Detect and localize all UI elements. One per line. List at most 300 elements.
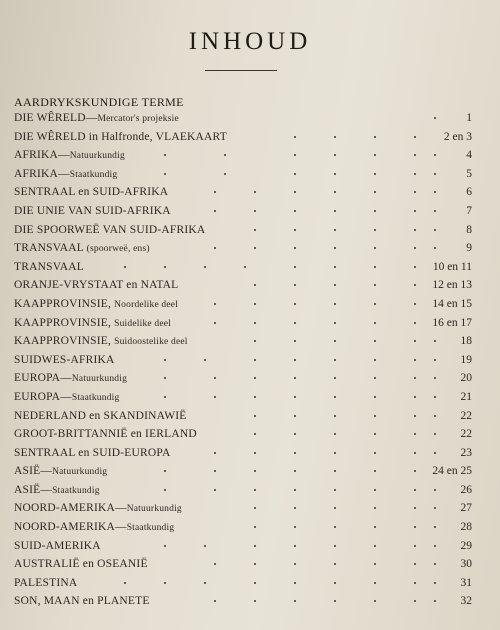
page-number: 12 en 13: [432, 279, 472, 292]
table-of-contents: [14, 109, 484, 611]
entry-title: [14, 444, 170, 463]
leader-dot: [294, 247, 296, 249]
leader-dot: [374, 433, 376, 435]
entry-main-text: GROOT-BRITTANNIË en IERLAND: [14, 428, 197, 441]
leader-dot: [414, 340, 416, 342]
leader-dot: [254, 489, 256, 491]
leader-dot: [374, 173, 376, 175]
entry-title: [14, 109, 179, 129]
leader-dot: [254, 359, 256, 361]
entry-main-text: EUROPA—: [14, 390, 72, 403]
entry-main-text: DIE SPOORWEË VAN SUID-AFRIKA: [14, 223, 206, 236]
leader-dot: [214, 247, 216, 249]
page-number: 32: [460, 595, 472, 608]
leader-dot: [294, 191, 296, 193]
leader-dot: [164, 489, 166, 491]
leader-dot: [434, 377, 436, 379]
leader-dot: [414, 433, 416, 435]
leader-dot: [414, 545, 416, 547]
leader-dot: [434, 582, 436, 584]
entry-subtitle: Staatkundig: [126, 523, 175, 534]
leader-dot: [124, 582, 126, 584]
entry-title: [14, 462, 107, 482]
leader-dot: [414, 396, 416, 398]
leader-dot: [434, 191, 436, 193]
leader-dot: [434, 173, 436, 175]
title-rule: [205, 70, 277, 71]
leader-dot: [374, 415, 376, 417]
leader-dot: [434, 563, 436, 565]
leader-dot: [374, 452, 376, 454]
entry-title: [14, 555, 148, 574]
leader-dot: [374, 191, 376, 193]
leader-dot: [434, 359, 436, 361]
leader-dot: [414, 303, 416, 305]
leader-dot: [294, 433, 296, 435]
leader-dot: [334, 210, 336, 212]
toc-entry: [14, 481, 484, 500]
leader-dot: [334, 507, 336, 509]
leader-dot: [214, 452, 216, 454]
page-number: 23: [460, 446, 472, 459]
page-number: 16 en 17: [432, 316, 472, 329]
toc-entry: [14, 128, 484, 147]
leader-dot: [334, 563, 336, 565]
entry-main-text: TRANSVAAL: [14, 260, 84, 273]
page-number: 9: [466, 242, 472, 255]
toc-entry: [14, 388, 484, 407]
leader-dot: [294, 229, 296, 231]
entry-main-text: AFRIKA—: [14, 149, 70, 162]
leader-dot: [414, 266, 416, 268]
leader-dot: [254, 526, 256, 528]
leader-dot: [434, 210, 436, 212]
entry-subtitle: Suidoostelike deel: [114, 337, 188, 348]
leader-dot: [334, 229, 336, 231]
leader-dot: [414, 489, 416, 491]
entry-main-text: KAAPPROVINSIE,: [14, 316, 115, 329]
leader-dot: [434, 507, 436, 509]
leader-dot: [294, 266, 296, 268]
leader-dot: [334, 396, 336, 398]
toc-entry: [14, 592, 484, 611]
entry-subtitle: Natuurkundig: [69, 151, 125, 162]
entry-main-text: NOORD-AMERIKA—: [14, 521, 127, 534]
leader-dot: [414, 359, 416, 361]
leader-dot: [294, 396, 296, 398]
leader-dot: [224, 154, 226, 156]
leader-dot: [164, 173, 166, 175]
leader-dot: [214, 322, 216, 324]
leader-dot: [374, 340, 376, 342]
page-number: 20: [460, 372, 472, 385]
entry-main-text: ASIË—: [14, 483, 53, 496]
leader-dot: [254, 545, 256, 547]
leader-dot: [294, 322, 296, 324]
leader-dot: [244, 266, 246, 268]
leader-dot: [294, 136, 296, 138]
entry-title: [14, 183, 168, 202]
leader-dot: [294, 600, 296, 602]
leader-dot: [334, 526, 336, 528]
page-number: 6: [466, 186, 472, 199]
leader-dot: [334, 173, 336, 175]
toc-entry: [14, 499, 484, 518]
entry-main-text: SENTRAAL en SUID-EUROPA: [14, 446, 171, 459]
leader-dot: [254, 210, 256, 212]
leader-dot: [374, 247, 376, 249]
toc-entry: [14, 537, 484, 556]
leader-dot: [294, 359, 296, 361]
entry-main-text: NEDERLAND en SKANDINAWIË: [14, 409, 187, 422]
entry-title: [14, 332, 188, 352]
leader-dot: [294, 582, 296, 584]
leader-dot: [374, 359, 376, 361]
leader-dot: [414, 600, 416, 602]
entry-main-text: EUROPA—: [14, 372, 72, 385]
leader-dot: [294, 563, 296, 565]
leader-dot: [434, 526, 436, 528]
leader-dot: [254, 247, 256, 249]
entry-main-text: KAAPPROVINSIE,: [14, 297, 115, 310]
leader-dot: [334, 191, 336, 193]
leader-dot: [294, 507, 296, 509]
page-number: 14 en 15: [432, 297, 472, 310]
leader-dot: [414, 154, 416, 156]
leader-dot: [334, 600, 336, 602]
leader-dot: [374, 154, 376, 156]
leader-dot: [374, 229, 376, 231]
leader-dot: [334, 303, 336, 305]
entry-main-text: ASIË—: [14, 465, 53, 478]
leader-dot: [414, 191, 416, 193]
toc-entry: [14, 221, 484, 240]
toc-entry: [14, 165, 484, 184]
leader-dot: [294, 210, 296, 212]
entry-main-text: TRANSVAAL: [14, 242, 87, 255]
leader-dot: [374, 600, 376, 602]
entry-title: [14, 592, 150, 611]
entry-main-text: KAAPPROVINSIE,: [14, 335, 115, 348]
entry-title: [14, 537, 101, 556]
leader-dot: [294, 340, 296, 342]
leader-dot: [414, 452, 416, 454]
entry-main-text: SENTRAAL en SUID-AFRIKA: [14, 186, 169, 199]
entry-main-text: AUSTRALIË en OSEANIË: [14, 558, 148, 571]
entry-subtitle: Staatkundig: [71, 392, 120, 403]
entry-main-text: DIE WÊRELD in Halfronde, VLAEKAART: [14, 130, 227, 143]
leader-dot: [414, 507, 416, 509]
leader-dot: [414, 322, 416, 324]
leader-dot: [374, 545, 376, 547]
entry-title: [14, 407, 187, 426]
leader-dot: [414, 210, 416, 212]
leader-dot: [294, 470, 296, 472]
leader-dot: [374, 470, 376, 472]
toc-entry: [14, 146, 484, 165]
leader-dot: [254, 191, 256, 193]
leader-dot: [434, 489, 436, 491]
toc-entry: [14, 183, 484, 202]
leader-dot: [294, 526, 296, 528]
leader-dot: [164, 396, 166, 398]
entry-subtitle: Staatkundig: [52, 485, 100, 496]
leader-dot: [434, 396, 436, 398]
leader-dot: [434, 247, 436, 249]
leader-dot: [294, 173, 296, 175]
entry-main-text: ORANJE-VRYSTAAT en NATAL: [14, 279, 179, 292]
leader-dot: [204, 266, 206, 268]
leader-dot: [254, 322, 256, 324]
toc-entry: [14, 518, 484, 537]
leader-dot: [434, 452, 436, 454]
entry-main-text: SON, MAAN en PLANETE: [14, 595, 150, 608]
leader-dot: [434, 415, 436, 417]
leader-dot: [294, 154, 296, 156]
leader-dot: [254, 396, 256, 398]
entry-subtitle: Mercator's projeksie: [97, 114, 179, 124]
entry-title: [14, 128, 227, 147]
leader-dot: [374, 303, 376, 305]
leader-dot: [164, 359, 166, 361]
toc-entry: [14, 351, 484, 370]
leader-dot: [374, 322, 376, 324]
leader-dot: [414, 173, 416, 175]
entry-main-text: DIE UNIE VAN SUID-AFRIKA: [14, 204, 171, 217]
leader-dot: [434, 545, 436, 547]
leader-dot: [414, 526, 416, 528]
leader-dot: [294, 284, 296, 286]
leader-dot: [164, 545, 166, 547]
leader-dot: [374, 582, 376, 584]
page-number: 22: [460, 428, 472, 441]
leader-dot: [414, 470, 416, 472]
entry-title: [14, 221, 205, 240]
page-number: 21: [460, 390, 472, 403]
toc-entry: [14, 258, 484, 277]
leader-dot: [254, 470, 256, 472]
page-number: 18: [460, 335, 472, 348]
leader-dot: [164, 582, 166, 584]
leader-dot: [164, 470, 166, 472]
leader-dot: [254, 582, 256, 584]
leader-dot: [374, 266, 376, 268]
entry-title: [14, 239, 150, 259]
leader-dot: [434, 340, 436, 342]
page-number: 8: [466, 223, 472, 236]
section-heading: AARDRYKSKUNDIGE TERME: [14, 95, 184, 109]
entry-title: [14, 146, 125, 166]
leader-dot: [374, 136, 376, 138]
entry-subtitle: (spoorweë, ens): [86, 244, 150, 255]
toc-entry: [14, 369, 484, 388]
page-number: 19: [460, 353, 472, 366]
leader-dot: [334, 582, 336, 584]
leader-dot: [254, 229, 256, 231]
entry-main-text: SUID-AMERIKA: [14, 539, 101, 552]
leader-dot: [294, 377, 296, 379]
leader-dot: [164, 377, 166, 379]
leader-dot: [334, 415, 336, 417]
leader-dot: [254, 563, 256, 565]
leader-dot: [294, 303, 296, 305]
toc-entry: [14, 332, 484, 351]
toc-entry: [14, 202, 484, 221]
leader-dot: [334, 136, 336, 138]
leader-dot: [254, 303, 256, 305]
leader-dot: [374, 563, 376, 565]
toc-entry: [14, 407, 484, 426]
toc-entry: [14, 555, 484, 574]
toc-entry: [14, 109, 484, 128]
entry-title: [14, 165, 117, 185]
leader-dot: [214, 303, 216, 305]
leader-dot: [164, 266, 166, 268]
entry-main-text: NOORD-AMERIKA—: [14, 502, 127, 515]
leader-dot: [414, 377, 416, 379]
leader-dot: [254, 284, 256, 286]
page-number: 4: [466, 149, 472, 162]
page-number: 5: [466, 167, 472, 180]
leader-dot: [214, 377, 216, 379]
page-title: INHOUD: [188, 28, 312, 55]
entry-subtitle: Staatkundig: [69, 169, 118, 180]
page-number: 30: [460, 558, 472, 571]
leader-dot: [374, 526, 376, 528]
leader-dot: [334, 452, 336, 454]
leader-dot: [254, 415, 256, 417]
leader-dot: [214, 396, 216, 398]
leader-dot: [334, 266, 336, 268]
page-number: 27: [460, 502, 472, 515]
leader-dot: [224, 173, 226, 175]
entry-title: [14, 202, 171, 221]
toc-entry: [14, 295, 484, 314]
leader-dot: [204, 359, 206, 361]
leader-dot: [164, 154, 166, 156]
leader-dot: [334, 322, 336, 324]
leader-dot: [294, 415, 296, 417]
leader-dot: [214, 191, 216, 193]
entry-title: [14, 295, 178, 315]
page-number: 7: [466, 204, 472, 217]
entry-title: [14, 425, 197, 444]
leader-dot: [204, 582, 206, 584]
leader-dot: [254, 340, 256, 342]
leader-dot: [434, 433, 436, 435]
leader-dot: [414, 284, 416, 286]
leader-dot: [434, 117, 436, 119]
entry-title: [14, 518, 174, 538]
leader-dot: [414, 136, 416, 138]
entry-title: [14, 369, 127, 389]
page-number: 24 en 25: [432, 465, 472, 478]
leader-dot: [414, 229, 416, 231]
entry-main-text: AFRIKA—: [14, 167, 70, 180]
leader-dot: [434, 600, 436, 602]
leader-dot: [254, 452, 256, 454]
toc-entry: [14, 462, 484, 481]
leader-dot: [334, 433, 336, 435]
entry-subtitle: Noordelike deel: [114, 299, 179, 310]
entry-title: [14, 276, 178, 295]
entry-main-text: SUIDWES-AFRIKA: [14, 353, 115, 366]
page-number: 28: [460, 521, 472, 534]
entry-subtitle: Natuurkundig: [52, 467, 108, 478]
leader-dot: [254, 600, 256, 602]
leader-dot: [414, 563, 416, 565]
entry-title: [14, 388, 119, 408]
entry-subtitle: Suidelike deel: [114, 318, 172, 329]
page-number: 31: [460, 576, 472, 589]
toc-entry: [14, 314, 484, 333]
leader-dot: [124, 266, 126, 268]
entry-title: [14, 314, 171, 334]
leader-dot: [214, 563, 216, 565]
leader-dot: [334, 545, 336, 547]
leader-dot: [374, 377, 376, 379]
toc-entry: [14, 276, 484, 295]
leader-dot: [214, 470, 216, 472]
leader-dot: [294, 489, 296, 491]
entry-title: [14, 258, 84, 277]
leader-dot: [334, 489, 336, 491]
page-number: 1: [466, 112, 472, 124]
page-number: 2 en 3: [443, 130, 472, 143]
entry-title: [14, 351, 115, 370]
entry-title: [14, 481, 100, 501]
leader-dot: [334, 377, 336, 379]
leader-dot: [374, 210, 376, 212]
leader-dots: [14, 574, 454, 593]
entry-subtitle: Natuurkundig: [126, 504, 182, 515]
leader-dot: [414, 247, 416, 249]
leader-dot: [254, 377, 256, 379]
leader-dot: [254, 433, 256, 435]
leader-dot: [334, 470, 336, 472]
leader-dot: [374, 284, 376, 286]
leader-dot: [214, 600, 216, 602]
leader-dot: [414, 415, 416, 417]
leader-dot: [334, 284, 336, 286]
entry-main-text: DIE WÊRELD—: [14, 112, 98, 124]
entry-title: [14, 499, 182, 519]
page-number: 29: [460, 539, 472, 552]
leader-dot: [374, 396, 376, 398]
entry-main-text: PALESTINA: [14, 576, 78, 589]
leader-dot: [214, 489, 216, 491]
leader-dot: [334, 340, 336, 342]
leader-dot: [374, 507, 376, 509]
leader-dot: [294, 545, 296, 547]
toc-entry: [14, 425, 484, 444]
leader-dot: [414, 582, 416, 584]
leader-dot: [294, 452, 296, 454]
leader-dot: [434, 154, 436, 156]
leader-dot: [334, 359, 336, 361]
entry-title: [14, 574, 77, 593]
leader-dot: [214, 210, 216, 212]
leader-dot: [334, 154, 336, 156]
page-number: 10 en 11: [432, 260, 472, 273]
page-number: 22: [460, 409, 472, 422]
page-number: 26: [460, 483, 472, 496]
toc-entry: [14, 239, 484, 258]
toc-entry: [14, 574, 484, 593]
leader-dot: [204, 545, 206, 547]
toc-entry: [14, 444, 484, 463]
leader-dot: [334, 247, 336, 249]
